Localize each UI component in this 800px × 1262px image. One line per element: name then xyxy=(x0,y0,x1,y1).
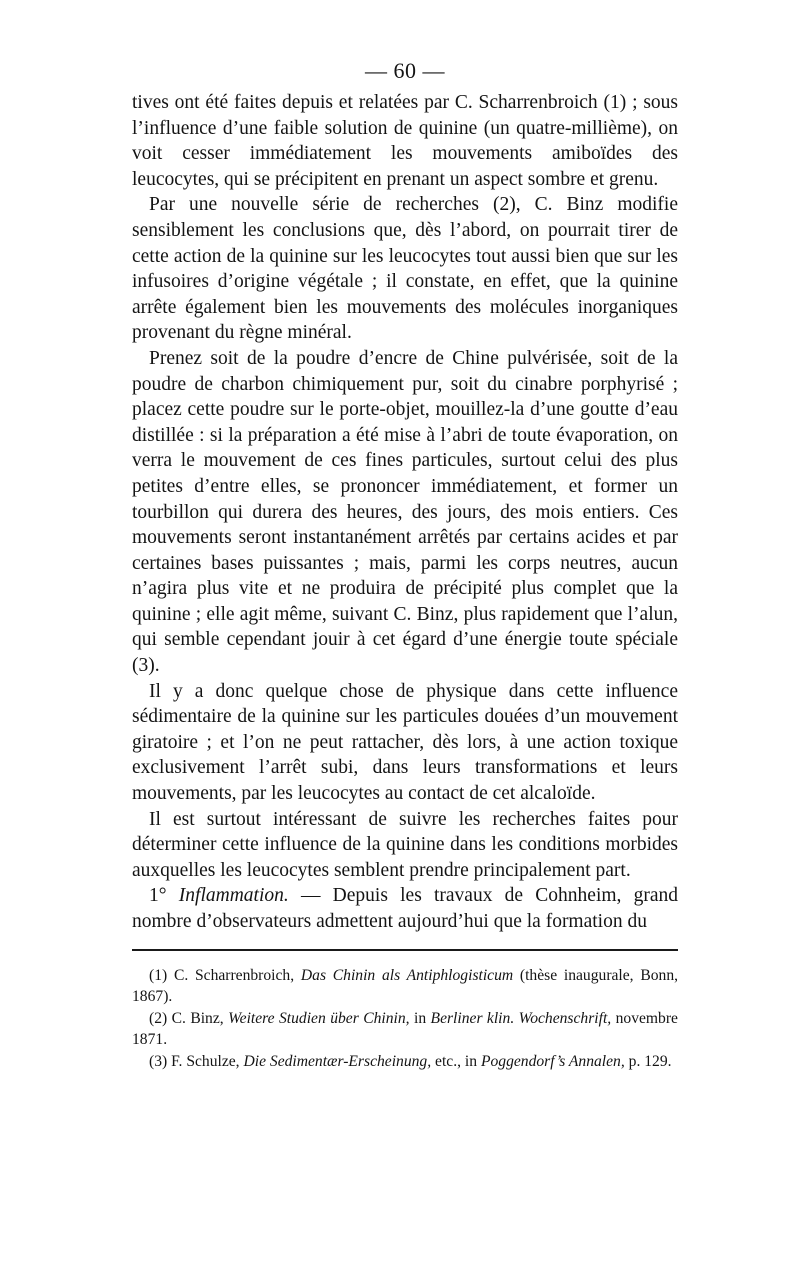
paragraph-continuation: tives ont été faites depuis et relatées par C. Scharrenbroich (1) ; sous l’influence d’une faible solution de quinine (un quatre-millième), on voit cesser immédiatement les mouvements amiboïdes des leucocytes, qui se précipitent en prenant un aspect sombre et grenu. xyxy=(132,92,678,190)
section-number: 1° xyxy=(149,885,167,907)
footnote-title: Weitere Studien über Chinin, xyxy=(228,1009,410,1027)
footnote-title: Das Chinin als Antiphlogisticum xyxy=(300,966,514,984)
footnote-author: C. Binz, xyxy=(171,1009,224,1027)
footnote-rest: p. 129. xyxy=(628,1052,672,1070)
book-page xyxy=(132,58,678,1072)
footnote-title: Die Sedimentær-Erscheinung, xyxy=(243,1052,432,1070)
paragraph-experiment: Prenez soit de la poudre d’encre de Chine pulvérisée, soit de la poudre de charbon chimiquement pur, soit du cinabre porphyrisé ; placez cette poudre sur le porte-objet, mouillez-la d’une goutte d’eau distillée : si la préparation a été mise à l’abri de toute évaporation, on verra le mouvement de ces fines particules, surtout celui des plus petites d’entre elles, se prononcer immédiatement, et former un tourbillon qui durera des heures, des jours, des mois entiers. Ces mouvements seront instantanément arrêtés par certains acides et par certaines bases puissantes ; mais, parmi les corps neutres, aucun n’agira plus vite et ne produira de précipité plus complet que la quinine ; elle agit même, suivant C. Binz, plus rapidement que l’alun, qui semble cependant jouir à cet égard d’une énergie toute spéciale (3). xyxy=(132,347,678,677)
section-text: — Depuis les travaux de Cohnheim, grand nombre d’observateurs admettent aujourd’hui que la formation du xyxy=(132,885,679,932)
footnote-rest: novembre 1871. xyxy=(132,1009,678,1049)
footnote-mid: in xyxy=(413,1009,427,1027)
section-heading: Inflammation. xyxy=(178,885,289,907)
body-text xyxy=(132,90,678,935)
footnote-author: F. Schulze, xyxy=(171,1052,240,1070)
section-inflammation xyxy=(132,883,678,934)
footnote-journal: Poggendorf’s Annalen, xyxy=(480,1052,625,1070)
footnote-1 xyxy=(132,965,678,1008)
page-number: — 60 — xyxy=(365,58,445,83)
footnote-journal: Berliner klin. Wochenschrift, xyxy=(430,1009,612,1027)
paragraph-binz-research: Par une nouvelle série de recherches (2), C. Binz modifie sensiblement les conclusions que, dès l’abord, on pourrait tirer de cette action de la quinine sur les leucocytes tout aussi bien que sur les infusoires d’origine végétale ; il constate, en effet, que la quinine arrête également bien les mouvements des molécules inorganiques provenant du règne minéral. xyxy=(132,194,678,344)
footnote-marker: (2) xyxy=(149,1009,168,1027)
footnotes xyxy=(132,965,678,1073)
footnote-author: C. Scharrenbroich, xyxy=(173,966,295,984)
footnote-marker: (1) xyxy=(149,966,168,984)
footnote-2 xyxy=(132,1008,678,1051)
footnote-3 xyxy=(132,1051,678,1073)
footnote-divider xyxy=(132,949,678,951)
paragraph-morbid-conditions: Il est surtout intéressant de suivre les recherches faites pour déterminer cette influence de la quinine dans les conditions morbides auxquelles les leucocytes semblent prendre principalement part. xyxy=(132,808,678,881)
footnote-rest: (thèse inaugurale, Bonn, 1867). xyxy=(132,966,679,1006)
paragraph-physical-influence: Il y a donc quelque chose de physique dans cette influence sédimentaire de la quinine sur les particules douées d’un mouvement giratoire ; et l’on ne peut rattacher, dès lors, à une action toxique exclusivement l’arrêt subi, dans leurs transformations et leurs mouvements, par les leucocytes au contact de cet alcaloïde. xyxy=(132,680,678,805)
footnote-mid: etc., in xyxy=(435,1052,478,1070)
footnote-marker: (3) xyxy=(149,1052,168,1070)
